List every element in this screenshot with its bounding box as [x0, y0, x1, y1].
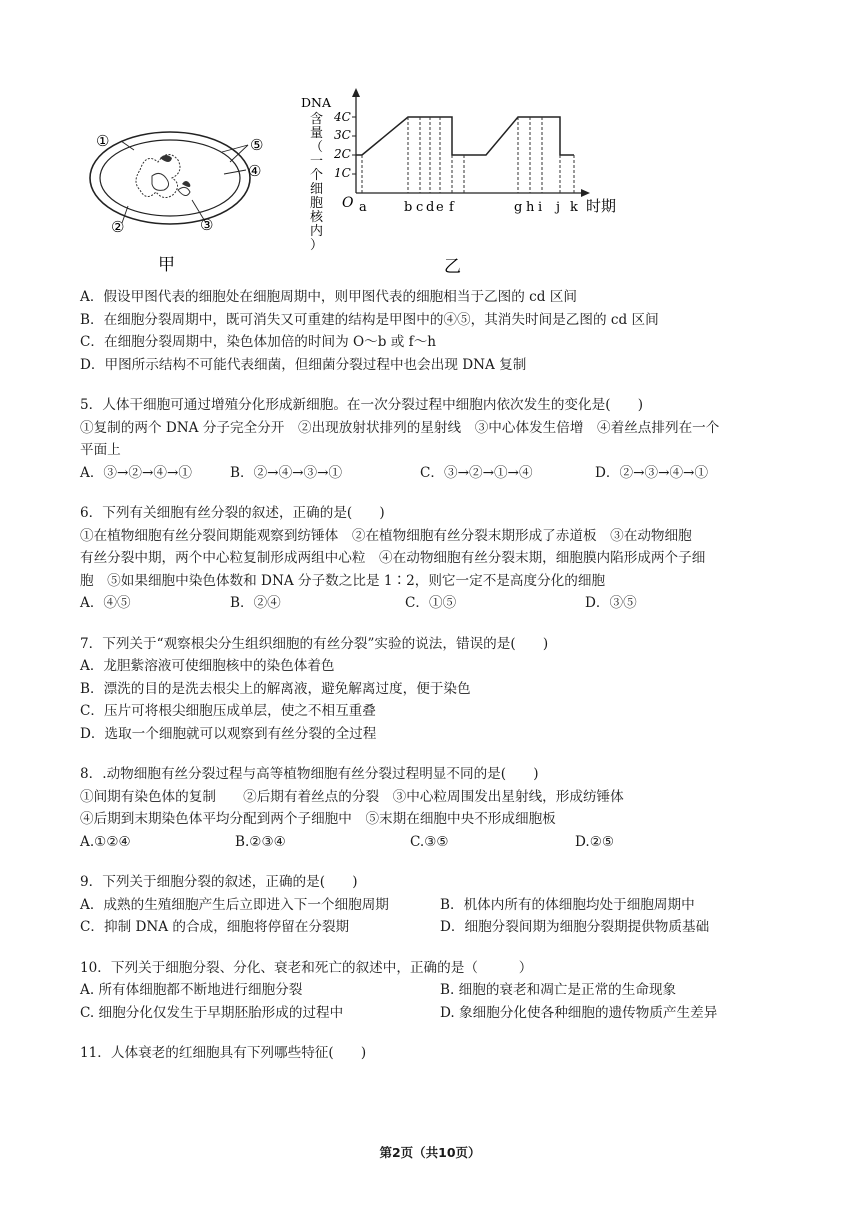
q11-stem: 11．人体衰老的红细胞具有下列哪些特征( ) — [80, 1045, 367, 1061]
q8-items-line2: ④后期到末期染色体平均分配到两个子细胞中 ⑤末期在细胞中央不形成细胞板 — [80, 811, 556, 827]
svg-text:b: b — [404, 200, 413, 215]
svg-text:h: h — [526, 200, 535, 215]
q10-options-row1 — [80, 979, 800, 1002]
q8-stem: 8．.动物细胞有丝分裂过程与高等植物细胞有丝分裂过程明显不同的是( ) — [80, 766, 539, 782]
question-9 — [80, 871, 800, 939]
svg-text:f: f — [449, 200, 454, 215]
q6-items-line1: ①在植物细胞有丝分裂间期能观察到纺锤体 ②在植物细胞有丝分裂末期形成了赤道板 ③在动物细胞 — [80, 527, 692, 544]
q9-stem: 9．下列关于细胞分裂的叙述，正确的是( ) — [80, 874, 358, 890]
figure-jia — [90, 132, 263, 275]
svg-text:a: a — [359, 200, 367, 215]
q5-option-c: C．③→②→①→④ — [420, 464, 533, 481]
q9-option-d: D．细胞分裂间期为细胞分裂期提供物质基础 — [440, 919, 710, 935]
q6-stem: 6．下列有关细胞有丝分裂的叙述，正确的是( ) — [80, 505, 385, 521]
question-8 — [80, 763, 800, 853]
svg-text:g: g — [514, 200, 523, 215]
q10-option-d: D. 象细胞分化使各种细胞的遗传物质产生差异 — [440, 1004, 718, 1021]
svg-text:j: j — [556, 200, 561, 215]
q7-option-c: C．压片可将根尖细胞压成单层，使之不相互重叠 — [80, 703, 376, 719]
svg-text:4C: 4C — [334, 110, 351, 124]
jia-label-5: ⑤ — [250, 136, 264, 154]
svg-text:i: i — [538, 200, 543, 215]
svg-text:c: c — [416, 200, 424, 215]
q9-options-row2 — [80, 916, 800, 939]
q8-option-b: B.②③④ — [235, 833, 286, 850]
svg-text:细: 细 — [310, 182, 324, 197]
q6-option-b: B．②④ — [230, 595, 281, 611]
svg-text:核: 核 — [310, 210, 324, 225]
yi-origin: O — [342, 195, 354, 211]
figure-yi — [301, 88, 616, 277]
q5-items-line1: ①复制的两个 DNA 分子完全分开 ②出现放射状排列的星射线 ③中心体发生倍增 ④着丝点排列在一个 — [80, 419, 720, 436]
yi-y-ticks — [333, 110, 351, 180]
svg-text:）: ） — [310, 238, 324, 253]
q8-items-line1: ①间期有染色体的复制 ②后期有着丝点的分裂 ③中心粒周围发出星射线，形成纺锤体 — [80, 788, 624, 805]
q9-option-a: A．成熟的生殖细胞产生后立即进入下一个细胞周期 — [80, 896, 389, 913]
q8-option-a: A.①②④ — [80, 833, 131, 850]
yi-x-ticks — [359, 200, 578, 215]
q10-stem: 10．下列关于细胞分裂、分化、衰老和死亡的叙述中，正确的是（ ） — [80, 959, 533, 976]
svg-text:一: 一 — [310, 154, 324, 169]
q8-option-c: C.③⑤ — [410, 833, 449, 850]
yi-x-title: 时期 — [586, 197, 617, 215]
q4-option-d: D．甲图所示结构不可能代表细菌，但细菌分裂过程中也会出现 DNA 复制 — [80, 356, 527, 373]
question-7 — [80, 633, 800, 746]
question-11 — [80, 1042, 800, 1065]
figure-area — [0, 0, 860, 280]
q10-option-b: B. 细胞的衰老和凋亡是正常的生命现象 — [440, 982, 677, 998]
q4-option-b: B．在细胞分裂周期中，既可消失又可重建的结构是甲图中的④⑤，其消失时间是乙图的 cd 区间 — [80, 311, 659, 328]
jia-caption: 甲 — [158, 255, 175, 275]
q4-option-a: A．假设甲图代表的细胞处在细胞周期中，则甲图代表的细胞相当于乙图的 cd 区间 — [80, 289, 577, 305]
question-6 — [80, 502, 800, 615]
svg-text:1C: 1C — [334, 166, 351, 180]
svg-text:d: d — [426, 200, 435, 215]
yi-caption: 乙 — [444, 257, 461, 277]
q6-options — [80, 592, 800, 615]
question-4-options — [80, 286, 800, 376]
q10-options-row2 — [80, 1002, 800, 1025]
q9-option-c: C．抑制 DNA 的合成，细胞将停留在分裂期 — [80, 919, 350, 935]
q7-stem: 7．下列关于“观察根尖分生组织细胞的有丝分裂”实验的说法，错误的是( ) — [80, 635, 549, 652]
q6-option-c: C．①⑤ — [405, 595, 457, 611]
jia-label-3: ③ — [200, 216, 214, 234]
q5-option-a: A．③→②→④→① — [80, 464, 192, 481]
q7-option-a: A．龙胆紫溶液可使细胞核中的染色体着色 — [80, 658, 335, 674]
q6-items-line2: 有丝分裂中期，两个中心粒复制形成两组中心粒 ④在动物细胞有丝分裂末期，细胞膜内陷形成两个子细 — [80, 550, 706, 566]
q9-option-b: B．机体内所有的体细胞均处于细胞周期中 — [440, 896, 695, 913]
svg-text:e: e — [436, 200, 444, 215]
q6-option-d: D．③⑤ — [585, 595, 637, 611]
svg-text:（: （ — [310, 140, 324, 155]
q4-option-c: C．在细胞分裂周期中，染色体加倍的时间为 O～b 或 f～h — [80, 334, 437, 350]
q5-option-b: B．②→④→③→① — [230, 464, 343, 481]
page-footer: 第2页（共10页） — [379, 1145, 481, 1160]
svg-text:内: 内 — [310, 224, 324, 239]
jia-label-2: ② — [111, 218, 125, 236]
q8-options — [80, 831, 800, 854]
svg-text:2C: 2C — [334, 147, 351, 161]
q9-options-row1 — [80, 894, 800, 917]
q7-option-b: B．漂洗的目的是洗去根尖上的解离液，避免解离过度，便于染色 — [80, 680, 471, 697]
svg-text:3C: 3C — [334, 128, 351, 142]
q7-option-d: D．选取一个细胞就可以观察到有丝分裂的全过程 — [80, 725, 377, 742]
svg-text:个: 个 — [310, 168, 324, 183]
jia-label-1: ① — [96, 132, 110, 150]
yi-y-label-vertical — [310, 112, 324, 253]
svg-text:k: k — [570, 200, 578, 215]
svg-text:胞: 胞 — [310, 196, 324, 211]
jia-label-4: ④ — [248, 162, 262, 180]
figures-svg — [0, 0, 860, 280]
yi-y-title: DNA — [301, 95, 331, 110]
q6-items-line3: 胞 ⑤如果细胞中染色体数和 DNA 分子数之比是 1∶2，则它一定不是高度分化的细胞 — [80, 572, 606, 589]
question-content — [80, 286, 800, 1083]
q5-options — [80, 462, 800, 485]
q8-option-d: D.②⑤ — [575, 833, 615, 850]
q5-stem: 5．人体干细胞可通过增殖分化形成新细胞。在一次分裂过程中细胞内依次发生的变化是( ) — [80, 397, 644, 413]
svg-text:含: 含 — [310, 112, 324, 127]
q6-option-a: A．④⑤ — [80, 595, 131, 611]
q5-items-line2: 平面上 — [80, 442, 121, 458]
svg-text:量: 量 — [310, 126, 324, 141]
question-10 — [80, 957, 800, 1025]
q10-option-a: A. 所有体细胞都不断地进行细胞分裂 — [80, 982, 303, 998]
q10-option-c: C. 细胞分化仅发生于早期胚胎形成的过程中 — [80, 1004, 344, 1021]
question-5 — [80, 394, 800, 484]
q5-option-d: D．②→③→④→① — [595, 464, 709, 481]
